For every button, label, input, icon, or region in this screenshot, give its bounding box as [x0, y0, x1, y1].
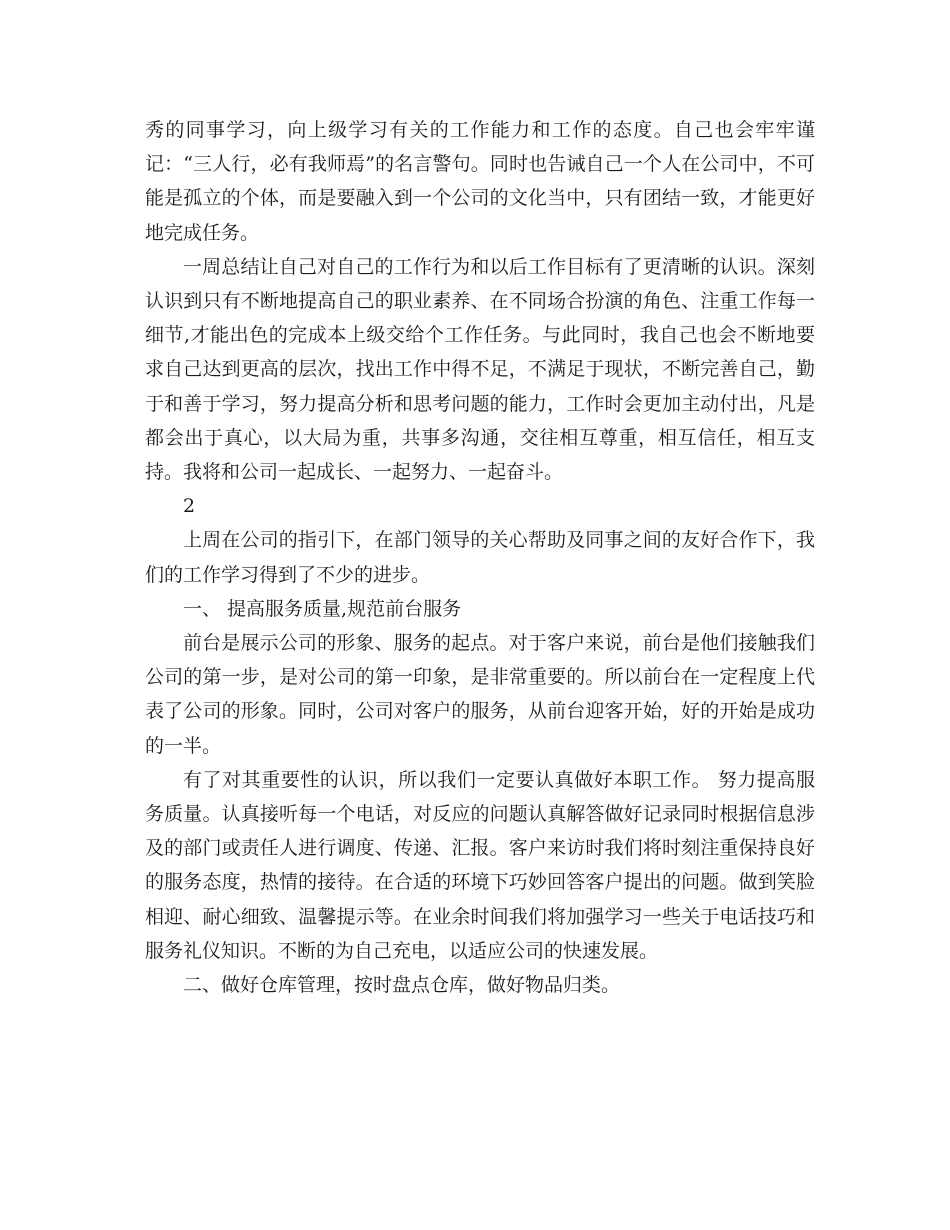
paragraph-intro: 上周在公司的指引下，在部门领导的关心帮助及同事之间的友好合作下，我们的工作学习得到了不少的进步。: [145, 529, 815, 586]
paragraph-service-quality: 有了对其重要性的认识，所以我们一定要认真做好本职工作。 努力提高服务质量。认真接听每一个电话，对反应的问题认真解答做好记录同时根据信息涉及的部门或责任人进行调度、传递、汇报。客户来访时我们将时刻注重保持良好的服务态度，热情的接待。在合适的环境下巧妙回答客户提出的问题。做到笑脸相迎、耐心细致、温馨提示等。在业余时间我们将加强学习一些关于电话技巧和服务礼仪知识。不断的为自己充电，以适应公司的快速发展。: [145, 768, 815, 962]
section-number: 2: [183, 495, 196, 518]
paragraph-weekly-summary: 一周总结让自己对自己的工作行为和以后工作目标有了更清晰的认识。深刻认识到只有不断地提高自己的职业素养、在不同场合扮演的角色、注重工作每一细节,才能出色的完成本上级交给个工作任务。与此同时，我自己也会不断地要求自己达到更高的层次，找出工作中得不足，不满足于现状，不断完善自己，勤于和善于学习，努力提高分析和思考问题的能力，工作时会更加主动付出，凡是都会出于真心，以大局为重，共事多沟通，交往相互尊重，相互信任，相互支持。我将和公司一起成长、一起努力、一起奋斗。: [145, 255, 815, 484]
paragraph-front-desk: 前台是展示公司的形象、服务的起点。对于客户来说，前台是他们接触我们公司的第一步，是对公司的第一印象，是非常重要的。所以前台在一定程度上代表了公司的形象。同时，公司对客户的服务，从前台迎客开始，好的开始是成功的一半。: [145, 632, 815, 757]
paragraph-continuation: 秀的同事学习，向上级学习有关的工作能力和工作的态度。自己也会牢牢谨记：“三人行，必有我师焉”的名言警句。同时也告诫自己一个人在公司中，不可能是孤立的个体，而是要融入到一个公司的文化当中，只有团结一致，才能更好地完成任务。: [145, 119, 815, 244]
heading-item-two: 二、做好仓库管理，按时盘点仓库，做好物品归类。: [183, 974, 621, 997]
document-body: [145, 113, 815, 1002]
heading-item-one: 一、 提高服务质量,规范前台服务: [183, 597, 462, 620]
